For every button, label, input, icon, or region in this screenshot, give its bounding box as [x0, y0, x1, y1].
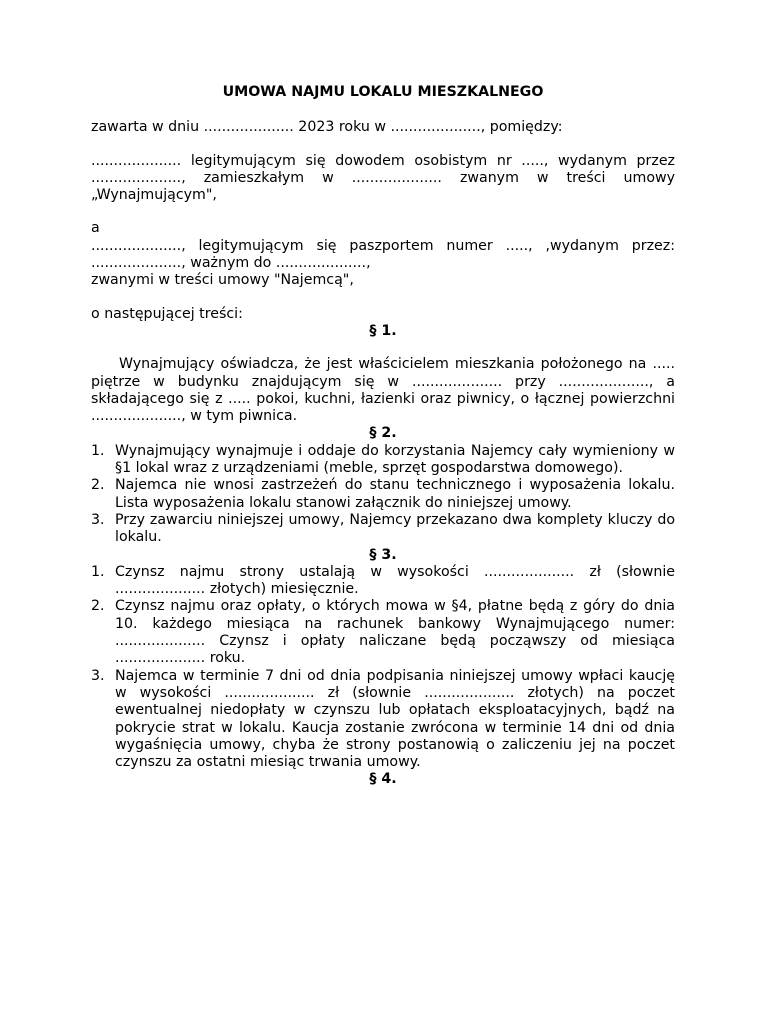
list-item-number: 1. [91, 563, 105, 580]
intro-line: zawarta w dniu .................... 2023 roku w ...................., pomiędzy: [91, 119, 563, 136]
conjunction-and: a [91, 220, 100, 237]
document-page [91, 84, 675, 789]
list-item-text: Najemca w terminie 7 dni od dnia podpisania niniejszej umowy wpłaci kaucję w wysokości .................... zł (słownie .................... złotych) na poczet ewentualnej niedopłaty w czynszu lub opłatach eksploatacyjnych, bądź na pokrycie strat w lokalu. Kaucja zostanie zwrócona w terminie 14 dni od dnia wygaśnięcia umowy, chyba że strony postanowią o zaliczeniu jej na poczet czynszu za ostatni miesiąc trwania umowy. [115, 667, 675, 771]
list-item-number: 2. [91, 598, 105, 615]
section-heading-1: § 1. [369, 322, 397, 339]
list-item-text: Wynajmujący wynajmuje i oddaje do korzystania Najemcy cały wymieniony w §1 lokal wraz z urządzeniami (meble, sprzęt gospodarstwa domowego). [115, 442, 675, 477]
party-lessor: .................... legitymującym się dowodem osobistym nr ....., wydanym przez ...................., zamieszkałym w .................... zwanym w treści umowy „Wynajmującym", [91, 152, 675, 204]
list-item-text: Przy zawarciu niniejszej umowy, Najemcy przekazano dwa komplety kluczy do lokalu. [115, 511, 675, 546]
section-2-list [91, 443, 675, 547]
list-item [91, 668, 675, 772]
list-item-text: Najemca nie wnosi zastrzeżeń do stanu technicznego i wyposażenia lokalu. Lista wyposażenia lokalu stanowi załącznik do niniejszej umowy. [115, 477, 675, 511]
section-3-list [91, 564, 675, 772]
list-item-text: Czynsz najmu oraz opłaty, o których mowa w §4, płatne będą z góry do dnia 10. każdego miesiąca na rachunek bankowy Wynajmującego numer: .................... Czynsz i opłaty naliczane będą począwszy od miesiąca .................... roku. [115, 598, 675, 667]
list-item-number: 3. [91, 667, 105, 684]
list-item [91, 512, 675, 547]
section-heading-2: § 2. [369, 425, 397, 442]
list-item-number: 2. [91, 477, 105, 494]
section-heading-3: § 3. [369, 546, 397, 563]
following-content-line: o następującej treści: [91, 305, 243, 322]
list-item [91, 598, 675, 667]
document-title: UMOWA NAJMU LOKALU MIESZKALNEGO [222, 84, 544, 100]
section-heading-4: § 4. [369, 771, 397, 788]
list-item-number: 3. [91, 511, 105, 528]
list-item-number: 1. [91, 442, 105, 459]
party-tenant-alias: zwanymi w treści umowy "Najemcą", [91, 272, 354, 289]
list-item [91, 564, 675, 599]
party-tenant: ...................., legitymującym się paszportem numer ....., ,wydanym przez: ...................., ważnym do ...................., [91, 237, 675, 272]
section-1-paragraph: Wynajmujący oświadcza, że jest właścicielem mieszkania położonego na ..... piętrze w budynku znajdującym się w .................... przy ...................., a składającego się z ..... pokoi, kuchni, łazienki oraz piwnicy, o łącznej powierzchni ...................., w tym piwnica. [91, 356, 675, 425]
list-item [91, 477, 675, 512]
list-item-text: Czynsz najmu strony ustalają w wysokości .................... zł (słownie .................... złotych) miesięcznie. [115, 563, 675, 598]
list-item [91, 443, 675, 478]
